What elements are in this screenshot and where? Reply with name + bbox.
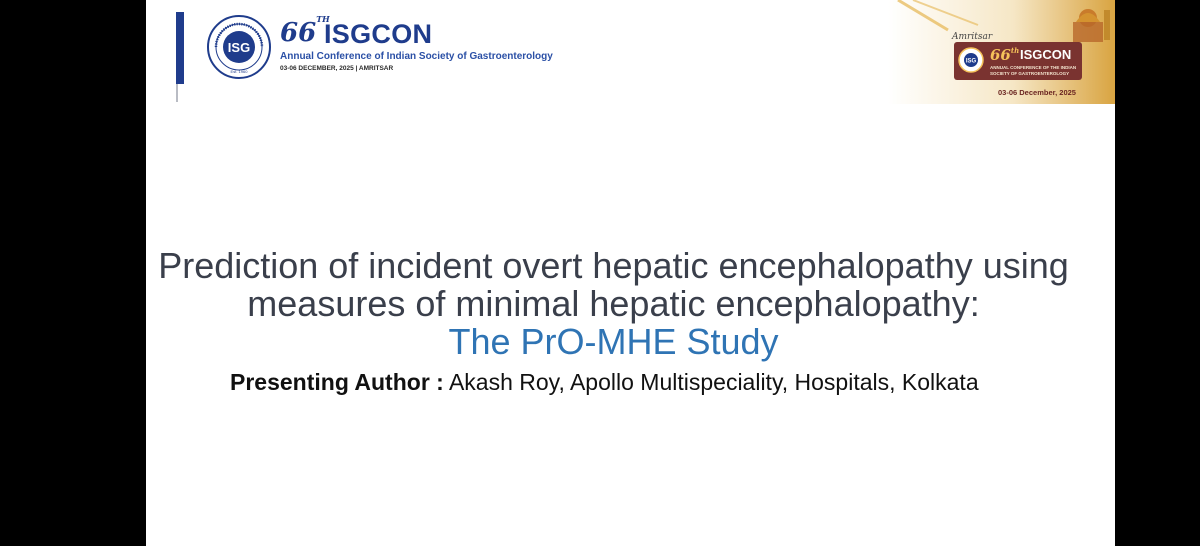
presentation-title (146, 247, 1081, 361)
author-value: Akash Roy, Apollo Multispeciality, Hospitals, Kolkata (443, 369, 979, 395)
badge-date: 03-06 December, 2025 (998, 88, 1076, 97)
conference-dateline: 03-06 DECEMBER, 2025 | AMRITSAR (280, 65, 394, 72)
title-line-2: measures of minimal hepatic encephalopathy: (247, 283, 980, 324)
author-label: Presenting Author : (230, 369, 444, 395)
isg-seal-icon (206, 14, 272, 80)
edition-number: 66TH (280, 14, 330, 48)
badge-box (954, 42, 1082, 80)
isg-seal-small-icon (958, 47, 984, 73)
accent-bar (176, 12, 184, 84)
badge-edition: 66th (990, 46, 1020, 64)
seal-text: ISG (227, 40, 251, 55)
conference-name: ISGCON (324, 19, 433, 49)
study-name: The PrO-MHE Study (448, 321, 779, 362)
isgcon-badge (888, 0, 1115, 104)
badge-conference: ISGCON (1020, 47, 1072, 62)
city-script: Amritsar (952, 32, 993, 42)
seal-est: Est. 1960 (230, 69, 248, 74)
slide (146, 0, 1115, 546)
title-line-1: Prediction of incident overt hepatic encephalopathy using (158, 245, 1069, 286)
badge-subtitle: ANNUAL CONFERENCE OF THE INDIAN SOCIETY OF GASTROENTEROLOGY (990, 65, 1077, 76)
brand-block (280, 14, 560, 80)
svg-text:ISG: ISG (965, 58, 977, 65)
isgcon-header-logo (176, 12, 556, 102)
conference-subtitle: Annual Conference of Indian Society of Gastroenterology (280, 51, 553, 62)
presenting-author (230, 369, 979, 396)
